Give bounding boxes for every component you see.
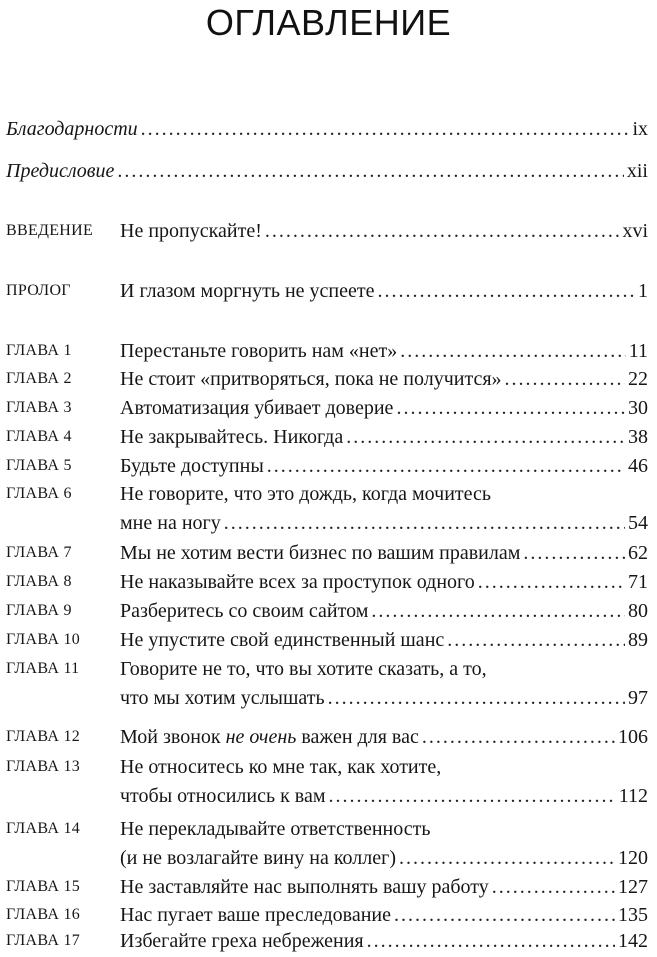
entry-title-continued: что мы хотим услышать [120, 687, 325, 709]
page-number: 38 [628, 426, 648, 448]
page-number: 30 [628, 397, 648, 419]
toc-entry-chapter-16[interactable] [0, 902, 657, 928]
entry-label: ГЛАВА 14 [6, 820, 81, 837]
toc-entry-chapter-11-continued[interactable] [0, 685, 657, 711]
toc-entry-acknowledgements[interactable] [0, 116, 657, 142]
toc-entry-chapter-14-continued[interactable] [0, 845, 657, 871]
page-number: 142 [618, 930, 648, 952]
dot-leader [117, 158, 624, 184]
entry-label: ПРОЛОГ [6, 282, 71, 299]
toc-entry-chapter-2[interactable] [0, 366, 657, 392]
entry-label: ГЛАВА 2 [6, 370, 72, 387]
dot-leader [346, 424, 625, 450]
entry-title: Не стоит «притворяться, пока не получится» [120, 368, 502, 390]
toc-entry-chapter-14[interactable] [0, 816, 657, 842]
toc-entry-introduction[interactable] [0, 218, 657, 244]
entry-label: ГЛАВА 7 [6, 544, 72, 561]
entry-title: Не говорите, что это дождь, когда мочитесь [120, 483, 492, 505]
dot-leader [267, 453, 625, 479]
toc-entry-chapter-15[interactable] [0, 874, 657, 900]
entry-label: ГЛАВА 8 [6, 573, 72, 590]
toc-entry-chapter-4[interactable] [0, 424, 657, 450]
dot-leader [141, 116, 630, 142]
entry-label: ГЛАВА 6 [6, 485, 72, 502]
entry-label: ГЛАВА 11 [6, 660, 80, 677]
dot-leader [224, 510, 625, 536]
entry-title-continued: мне на ногу [120, 512, 221, 534]
toc-entry-chapter-6[interactable] [0, 481, 657, 507]
toc-entry-chapter-9[interactable] [0, 598, 657, 624]
entry-title: Перестаньте говорить нам «нет» [120, 340, 398, 362]
entry-title: Разберитесь со своим сайтом [120, 600, 369, 622]
title-emphasis: не очень [225, 726, 297, 748]
page-number: xii [626, 160, 648, 182]
entry-title: Предисловие [6, 160, 115, 182]
entry-title: Мы не хотим вести бизнес по вашим правилам [120, 542, 521, 564]
entry-title: Не упустите свой единственный шанс [120, 629, 445, 651]
dot-leader [492, 874, 615, 900]
title-part: Мой звонок [120, 726, 226, 748]
entry-title: Не закрывайтесь. Никогда [120, 426, 344, 448]
dot-leader [394, 902, 615, 928]
toc-entry-prologue[interactable] [0, 278, 657, 304]
toc-entry-chapter-12[interactable] [0, 724, 657, 750]
entry-title: Благодарности [6, 118, 138, 140]
dot-leader [523, 540, 625, 566]
page-number: 127 [618, 876, 648, 898]
entry-title: Не пропускайте! [120, 220, 262, 242]
entry-title: Не относитесь ко мне так, как хотите, [120, 756, 442, 778]
toc-entry-chapter-13[interactable] [0, 754, 657, 780]
toc-entry-chapter-13-continued[interactable] [0, 783, 657, 809]
toc-entry-chapter-5[interactable] [0, 453, 657, 479]
toc-entry-chapter-1[interactable] [0, 338, 657, 364]
toc-entry-chapter-8[interactable] [0, 569, 657, 595]
page-number: 80 [628, 600, 648, 622]
dot-leader [447, 627, 625, 653]
entry-label: ГЛАВА 16 [6, 906, 81, 923]
page-number: 106 [618, 726, 648, 748]
entry-title: Не перекладывайте ответственность [120, 818, 431, 840]
dot-leader [422, 724, 615, 750]
entry-title: Избегайте греха небрежения [120, 930, 364, 952]
entry-title: И глазом моргнуть не успеете [120, 280, 375, 302]
dot-leader [328, 685, 625, 711]
page-number: 54 [628, 512, 648, 534]
dot-leader [265, 218, 620, 244]
toc-entry-chapter-11[interactable] [0, 656, 657, 682]
dot-leader [400, 338, 625, 364]
page-number: xvi [622, 220, 648, 242]
entry-title: Будьте доступны [120, 455, 264, 477]
entry-label: ГЛАВА 4 [6, 428, 72, 445]
page-title: ОГЛАВЛЕНИЕ [205, 2, 452, 43]
toc-entry-preface[interactable] [0, 158, 657, 184]
entry-label: ГЛАВА 1 [6, 342, 72, 359]
entry-title: Нас пугает ваше преследование [120, 904, 391, 926]
page-number: ix [632, 118, 648, 140]
page-number: 97 [628, 687, 648, 709]
entry-label: ГЛАВА 10 [6, 631, 81, 648]
entry-label: ГЛАВА 15 [6, 878, 81, 895]
dot-leader [367, 928, 615, 954]
entry-label: ВВЕДЕНИЕ [6, 222, 94, 239]
toc-entry-chapter-17[interactable] [0, 928, 657, 954]
page-number: 135 [618, 904, 648, 926]
page-number: 22 [628, 368, 648, 390]
dot-leader [378, 278, 635, 304]
page-number: 46 [628, 455, 648, 477]
entry-title [120, 724, 419, 750]
dot-leader [371, 598, 625, 624]
page-number: 1 [638, 280, 648, 302]
toc-entry-chapter-6-continued[interactable] [0, 510, 657, 536]
entry-label: ГЛАВА 13 [6, 758, 81, 775]
entry-title: Не заставляйте нас выполнять вашу работу [120, 876, 489, 898]
entry-label: ГЛАВА 9 [6, 602, 72, 619]
entry-label: ГЛАВА 5 [6, 457, 72, 474]
page-number: 71 [628, 571, 648, 593]
entry-title: Говорите не то, что вы хотите сказать, а то, [120, 658, 487, 680]
entry-title-continued: (и не возлагайте вину на коллег) [120, 847, 396, 869]
page-number: 11 [628, 340, 648, 362]
entry-label: ГЛАВА 12 [6, 728, 81, 745]
entry-label: ГЛАВА 3 [6, 399, 72, 416]
toc-entry-chapter-7[interactable] [0, 540, 657, 566]
dot-leader [399, 845, 615, 871]
page-number: 112 [618, 785, 648, 807]
title-part: важен для вас [296, 726, 419, 748]
dot-leader [329, 783, 616, 809]
entry-title: Автоматизация убивает доверие [120, 397, 394, 419]
dot-leader [505, 366, 625, 392]
page-number: 62 [628, 542, 648, 564]
entry-title-continued: чтобы относились к вам [120, 785, 326, 807]
entry-title: Не наказывайте всех за проступок одного [120, 571, 475, 593]
page-number: 120 [618, 847, 648, 869]
toc-entry-chapter-3[interactable] [0, 395, 657, 421]
entry-label: ГЛАВА 17 [6, 932, 81, 949]
dot-leader [478, 569, 625, 595]
page-number: 89 [628, 629, 648, 651]
dot-leader [396, 395, 625, 421]
toc-entry-chapter-10[interactable] [0, 627, 657, 653]
